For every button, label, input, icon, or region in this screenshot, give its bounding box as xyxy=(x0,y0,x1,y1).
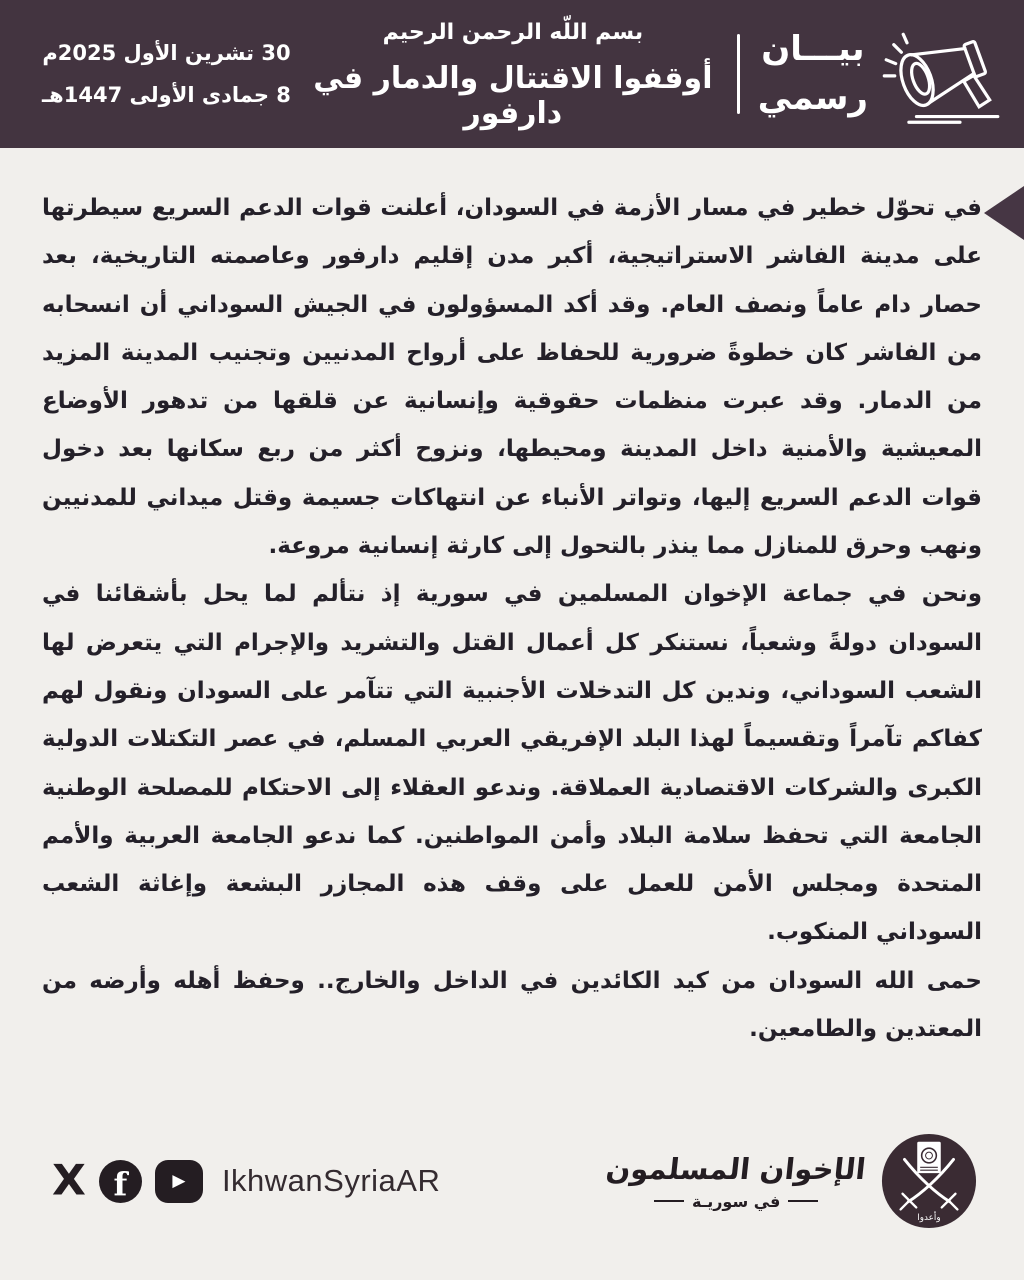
date-hijri: 8 جمادى الأولى 1447هـ xyxy=(42,83,291,107)
paragraph-2: ونحن في جماعة الإخوان المسلمين في سورية إذ نتألم لما يحل بأشقائنا في السودان دولةً وشعباً، نستنكر كل أعمال القتل والتشريد والإجرام التي يتعرض لها الشعب السوداني، وندين كل التدخلات الأجنبية التي تتآمر على السودان ونقول لهم كفاكم تآمراً وتقسيماً لهذا البلد الإفريقي العربي المسلم، في عصر التكتلات الدولية الكبرى والشركات الاقتصادية العملاقة. وندعو العقلاء إلى الاحتكام للمصلحة الوطنية الجامعة التي تحفظ سلامة البلاد وأمن المواطنين. كما ندعو الجامعة العربية والأمم المتحدة ومجلس الأمن للعمل على وقف هذه المجازر البشعة وإغاثة الشعب السوداني المنكوب. xyxy=(42,581,982,946)
paragraph-pointer-triangle xyxy=(984,186,1024,240)
badge-text xyxy=(758,25,868,124)
footer xyxy=(0,1110,1024,1280)
badge-line-2: رسمي xyxy=(757,78,868,118)
social-handle: IkhwanSyriaAR xyxy=(221,1163,441,1198)
header-banner xyxy=(0,0,1024,148)
header-divider xyxy=(737,34,740,114)
organization-location xyxy=(606,1192,866,1211)
organization-name: الإخوان المسلمون xyxy=(604,1151,868,1186)
bismillah-text: بسم اللّه الرحمن الرحيم xyxy=(382,19,644,45)
youtube-icon[interactable]: ▶ xyxy=(155,1160,203,1203)
megaphone-icon xyxy=(878,22,1006,126)
facebook-icon[interactable]: f xyxy=(99,1160,142,1203)
crossed-swords-quran-emblem-icon xyxy=(880,1132,978,1230)
dash-left xyxy=(788,1200,818,1202)
statement-body xyxy=(0,148,1024,1053)
date-block xyxy=(26,32,299,116)
dash-right xyxy=(654,1200,684,1202)
x-social-icon[interactable]: X xyxy=(52,1156,86,1205)
badge-line-1: بيـــان xyxy=(761,28,865,69)
organization-wordmark xyxy=(606,1152,866,1211)
paragraph-3: حمى الله السودان من كيد الكائدين في الداخل والخارج.. وحفظ أهله وأرضه من المعتدين والطامعين. xyxy=(42,967,982,1043)
date-gregorian: 30 تشرين الأول 2025م xyxy=(42,41,291,65)
organization-location-text: في سوريـة xyxy=(692,1191,781,1211)
header-title-block xyxy=(299,18,727,131)
organization-brand xyxy=(606,1132,978,1230)
social-links xyxy=(52,1156,441,1205)
paragraph-1: في تحوّل خطير في مسار الأزمة في السودان، أعلنت قوات الدعم السريع سيطرتها على مدينة الفاشر الاستراتيجية، أكبر مدن إقليم دارفور وعاصمته التاريخية، بعد حصار دام عاماً ونصف العام. وقد أكد المسؤولون في الجيش السوداني أن انسحابه من الفاشر كان خطوةً ضرورية للحفاظ على أرواح المدنيين وتجنيب المدينة المزيد من الدمار. وقد عبرت منظمات حقوقية وإنسانية عن قلقها من تدهور الأوضاع المعيشية والأمنية داخل المدينة ومحيطها، ونزوح أكثر من ربع سكانها بعد دخول قوات الدعم السريع إليها، وتواتر الأنباء عن انتهاكات جسيمة وقتل ميداني للمدنيين ونهب وحرق للمنازل مما ينذر بالتحول إلى كارثة إنسانية مروعة. xyxy=(42,195,982,560)
official-statement-badge xyxy=(754,22,1006,126)
emblem-motto: وأعدوا xyxy=(917,1213,941,1224)
statement-title: أوقفوا الاقتتال والدمار في دارفور xyxy=(313,60,713,131)
